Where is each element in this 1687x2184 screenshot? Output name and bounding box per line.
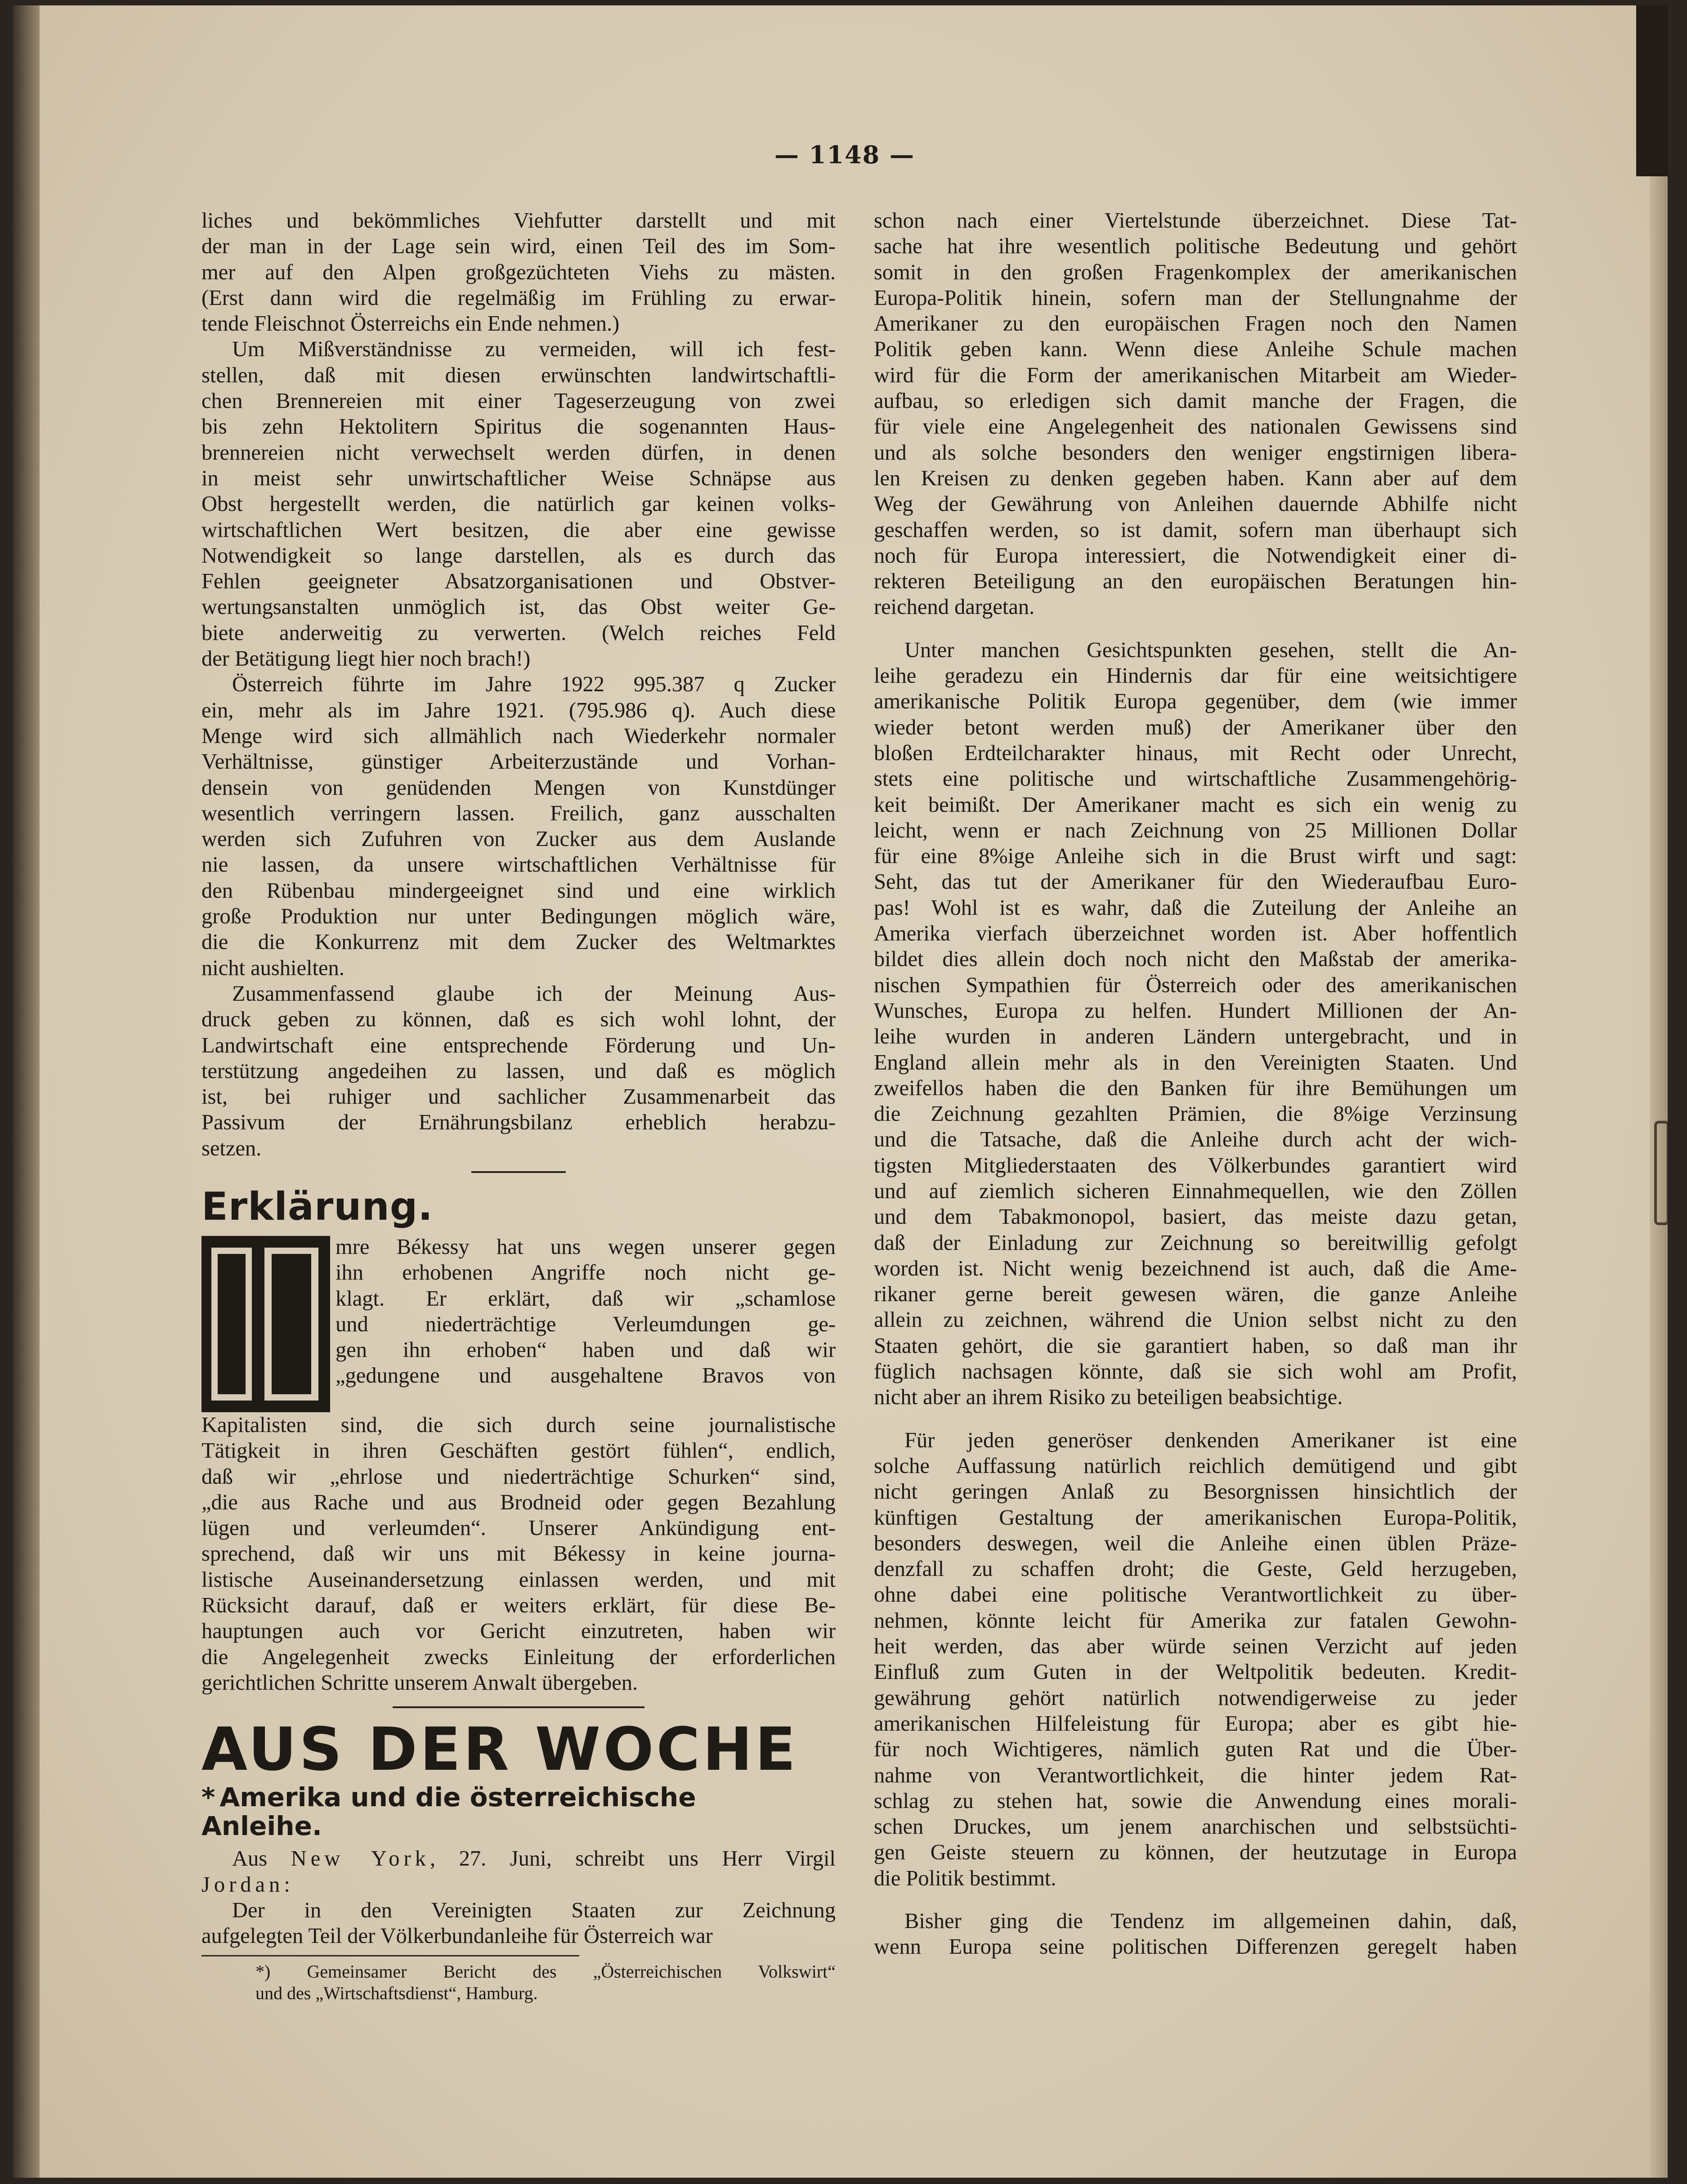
text-line: Landwirtschaft eine entsprechende Förderung und Un- <box>201 1033 836 1057</box>
footnote-line: und des „Wirtschaftsdienst“, Hamburg. <box>255 1983 538 2004</box>
text-line: Für jeden generöser denkenden Amerikaner ist eine <box>904 1428 1517 1452</box>
author-name: Jordan <box>201 1872 284 1897</box>
text-line: wertungsanstalten unmöglich ist, das Obst weiter Ge- <box>201 595 836 619</box>
text-line: die Politik bestimmt. <box>874 1866 1056 1890</box>
text-line: Amerika vierfach überzeichnet worden ist. Aber hoffentlich <box>874 922 1517 946</box>
text-line: und niederträchtige Verleumdungen ge- <box>336 1312 836 1336</box>
text-line: ist, bei ruhiger und sachlicher Zusammenarbeit das <box>201 1085 836 1109</box>
paragraph-generoeser <box>874 1428 1517 1891</box>
text-line: rikaner gerne bereit gewesen wären, die ganze Anleihe <box>874 1282 1517 1307</box>
text-line: gen ihn erhoben“ haben und daß wir <box>336 1338 836 1362</box>
binding-edge <box>13 5 40 2178</box>
byline <box>201 1846 836 1871</box>
text-line: solche Auffassung natürlich reichlich demütigend und gibt <box>874 1454 1517 1478</box>
text-line: nicht aushielten. <box>201 956 345 980</box>
text-line: allein zu zeichnen, während die Union selbst nicht zu den <box>874 1308 1517 1332</box>
text-line: somit in den großen Fragenkomplex der amerikanischen <box>874 260 1517 284</box>
page-edge <box>1650 5 1668 2178</box>
text-line: füglich nachsagen könnte, daß sie sich wohl am Profit, <box>874 1360 1517 1384</box>
text-line: nischen Sympathien für Österreich oder des amerikanischen <box>874 973 1517 997</box>
newspaper-page <box>13 5 1668 2178</box>
text-line: Einfluß zum Guten in der Weltpolitik bedeuten. Kredit- <box>874 1660 1517 1684</box>
staple-mark <box>1654 1121 1668 1225</box>
text-line: schen Druckes, um jenem anarchischen und selbstsüchti- <box>874 1815 1517 1839</box>
text-line: Zusammenfassend glaube ich der Meinung Aus- <box>232 981 836 1006</box>
text-line: geschaffen werden, so ist damit, sofern man überhaupt sich <box>874 518 1517 542</box>
text-line: terstützung angedeihen zu lassen, und daß es möglich <box>201 1059 836 1083</box>
text-line: Obst hergestellt werden, die natürlich gar keinen volks- <box>201 492 836 516</box>
text-line: und als solche besonders den weniger engstirnigen libera- <box>874 440 1517 465</box>
text-line: Fehlen geeigneter Absatzorganisationen und Obstver- <box>201 569 836 594</box>
text-line: wirtschaftlichen Wert besitzen, die aber eine gewisse <box>201 518 836 542</box>
article-subheading <box>201 1783 836 1840</box>
text-line: len Kreisen zu denken gegeben haben. Kann aber auf dem <box>874 466 1517 490</box>
text-line: noch für Europa interessiert, die Notwendigkeit einer di- <box>874 543 1517 568</box>
paragraph-zusammenfassend <box>201 981 836 1161</box>
text-line: wieder betont werden muß) der Amerikaner über den <box>874 715 1517 739</box>
footnote-line: *) Gemeinsamer Bericht des „Österreichischen Volkswirt“ <box>255 1961 836 1982</box>
text-line: wesentlich verringern lassen. Freilich, ganz ausschalten <box>201 801 836 825</box>
text-line: bildet dies allein doch noch nicht den Maßstab der amerika- <box>874 947 1517 971</box>
text-line: setzen. <box>201 1136 262 1160</box>
text-line: schon nach einer Viertelstunde überzeichnet. Diese Tat- <box>874 209 1517 233</box>
text-line: gen Geiste steuern zu können, der heutzutage in Europa <box>874 1840 1517 1865</box>
text-line: wenn Europa seine politischen Differenzen geregelt haben <box>874 1935 1517 1959</box>
paragraph-zucker <box>201 671 836 981</box>
text-line: stets eine politische und wirtschaftliche Zusammengehörig- <box>874 767 1517 791</box>
text-line: Rücksicht darauf, daß er weiters erklärt, für diese Be- <box>201 1593 836 1618</box>
text-line: nie lassen, da unsere wirtschaftlichen Verhältnisse für <box>201 853 836 877</box>
text-line: und auf ziemlich sicheren Einnahmequellen, wie den Zöllen <box>874 1179 1517 1203</box>
text-line: pas! Wohl ist es wahr, daß die Zuteilung der Anleihe an <box>874 895 1517 920</box>
text-line: große Produktion nur unter Bedingungen möglich wäre, <box>201 904 836 929</box>
subheading-line: Amerika und die österreichische <box>219 1782 696 1813</box>
text-line: aufbau, so erledigen sich damit manche der Fragen, die <box>874 389 1517 413</box>
text-line: tende Fleischnot Österreichs ein Ende nehmen.) <box>201 312 620 336</box>
text-line: bis zehn Hektolitern Spiritus die sogenannten Haus- <box>201 415 836 439</box>
text-line: wird für die Form der amerikanischen Mitarbeit am Wieder- <box>874 363 1517 387</box>
text-line: lügen und verleumden“. Unserer Ankündigung ent- <box>201 1516 836 1540</box>
text-line: der Betätigung liegt hier noch brach!) <box>201 647 531 671</box>
text-line: amerikanische Politik Europa gegenüber, dem (wie immer <box>874 689 1517 714</box>
text-line: liches und bekömmliches Viehfutter darstellt und mit <box>201 209 836 233</box>
text-line: Passivum der Ernährungsbilanz erheblich herabzu- <box>201 1110 836 1135</box>
text-line: werden sich Zufuhren von Zucker aus dem Auslande <box>201 827 836 851</box>
text-line: heit werden, das aber würde seinen Verzicht auf jeden <box>874 1634 1517 1659</box>
text-line: worden ist. Nicht wenig bezeichnend ist auch, daß die Ame- <box>874 1256 1517 1280</box>
byline-text: , 27. Juni, schreibt uns Herr Virgil <box>430 1847 836 1871</box>
text-line: sprechend, daß wir uns mit Békessy in keine journa- <box>201 1542 836 1566</box>
text-line: hauptungen auch vor Gericht einzutreten, haben wir <box>201 1619 836 1643</box>
text-line: Bisher ging die Tendenz im allgemeinen dahin, daß, <box>904 1909 1517 1933</box>
asterisk-mark: * <box>201 1782 215 1813</box>
text-line: nicht geringen Anlaß zu Besorgnissen hinsichtlich der <box>874 1480 1517 1504</box>
text-line: druck geben zu können, daß es sich wohl lohnt, der <box>201 1007 836 1032</box>
subheading-line: Anleihe. <box>201 1811 322 1842</box>
text-line: Kapitalisten sind, die sich durch seine journalistische <box>201 1413 836 1437</box>
text-line: aufgelegten Teil der Völkerbundanleihe für Österreich war <box>201 1924 713 1948</box>
text-line: amerikanischen Hilfeleistung für Europa; aber es gibt hie- <box>874 1711 1517 1736</box>
text-line: die die Konkurrenz mit dem Zucker des Weltmarktes <box>201 930 836 954</box>
byline-city: New York <box>291 1847 430 1871</box>
text-line: denzfall zu schaffen droht; die Geste, Geld herzugeben, <box>874 1557 1517 1581</box>
text-line: listische Auseinandersetzung einlassen werden, und mit <box>201 1567 836 1592</box>
dropcap-letter-i <box>201 1236 330 1412</box>
intro-paragraph <box>201 208 836 336</box>
text-line: leihe geradezu ein Hindernis dar für eine weitsichtigere <box>874 664 1517 688</box>
text-line: Tätigkeit in ihren Geschäften gestört fühlen“, endlich, <box>201 1439 836 1463</box>
text-line: die Zeichnung gezahlten Prämien, die 8%ige Verzinsung <box>874 1102 1517 1126</box>
text-line: für viele eine Angelegenheit des nationalen Gewissens sind <box>874 415 1517 439</box>
text-line: Notwendigkeit so lange darstellen, als es durch das <box>201 543 836 568</box>
text-line: (Erst dann wird die regelmäßig im Frühling zu erwar- <box>201 286 836 310</box>
text-line: für eine 8%ige Anleihe sich in die Brust wirft und sagt: <box>874 844 1517 868</box>
erklaerung-paragraph <box>201 1234 836 1696</box>
text-line: Wunsches, Europa zu helfen. Hundert Millionen der An- <box>874 998 1517 1023</box>
left-column <box>201 208 836 2004</box>
text-line: der man in der Lage sein wird, einen Teil des im Som- <box>201 234 836 259</box>
paragraph-missverstaendnisse <box>201 336 836 671</box>
text-line: leihe wurden in anderen Ländern untergebracht, und in <box>874 1025 1517 1049</box>
page-number: — 1148 — <box>774 140 915 169</box>
text-line: ohne dabei eine politische Verantwortlichkeit zu über- <box>874 1583 1517 1607</box>
text-line: mer auf den Alpen großgezüchteten Viehs zu mästen. <box>201 260 836 284</box>
text-line: chen Brennereien mit einer Tageserzeugung von zwei <box>201 389 836 413</box>
text-line: nehmen, könnte leicht für Amerika zur fatalen Gewohn- <box>874 1608 1517 1633</box>
text-line: Seht, das tut der Amerikaner für den Wiederaufbau Euro- <box>874 870 1517 894</box>
text-line: keit beimißt. Der Amerikaner macht es sich ein wenig zu <box>874 792 1517 817</box>
text-line: nahme von Verantwortlichkeit, die hinter jedem Rat- <box>874 1763 1517 1787</box>
text-line: mre Békessy hat uns wegen unserer gegen <box>336 1235 836 1259</box>
text-line: Politik geben kann. Wenn diese Anleihe Schule machen <box>874 337 1517 362</box>
text-line: daß der Einladung zur Zeichnung so bereitwillig gefolgt <box>874 1231 1517 1255</box>
text-line: Verhältnisse, günstiger Arbeiterzustände und Vorhan- <box>201 750 836 774</box>
text-line: ein, mehr als im Jahre 1921. (795.986 q). Auch diese <box>201 698 836 722</box>
footnote <box>201 1961 836 2004</box>
text-line: und dem Tabakmonopol, basiert, das meiste dazu getan, <box>874 1205 1517 1229</box>
text-line: biete anderweitig zu verwerten. (Welch reiches Feld <box>201 621 836 645</box>
page-corner <box>1636 5 1668 176</box>
text-line: den Rübenbau mindergeeignet sind und eine wirklich <box>201 878 836 903</box>
text-line: klagt. Er erklärt, daß wir „schamlose <box>336 1286 836 1311</box>
section-divider <box>393 1706 644 1708</box>
aus-der-woche-heading: AUS DER WOCHE <box>201 1715 798 1785</box>
text-line: für noch Wichtigeres, nämlich guten Rat und die Über- <box>874 1737 1517 1762</box>
text-line: densein von genüdenden Mengen von Kunstdünger <box>201 775 836 800</box>
paragraph-bisher <box>874 1908 1517 1960</box>
text-line: nicht aber an ihrem Risiko zu beteiligen beabsichtige. <box>874 1385 1343 1410</box>
text-line: daß wir „ehrlose und niederträchtige Schurken“ sind, <box>201 1464 836 1489</box>
text-line: Staaten gehört, die sie garantiert haben, so daß man ihr <box>874 1334 1517 1358</box>
text-line: „die aus Rache und aus Brodneid oder gegen Bezahlung <box>201 1490 836 1514</box>
byline-colon: : <box>284 1872 290 1897</box>
text-line: besonders deswegen, weil die Anleihe einen üblen Präze- <box>874 1531 1517 1555</box>
text-line: brennereien nicht verwechselt werden dürfen, in denen <box>201 440 836 465</box>
footnote-rule <box>201 1955 579 1956</box>
text-line: und die Tatsache, daß die Anleihe durch acht der wich- <box>874 1128 1517 1152</box>
text-line: leicht, wenn er nach Zeichnung von 25 Millionen Dollar <box>874 818 1517 842</box>
text-line: schlag zu stehen hat, sowie die Anwendung eines morali- <box>874 1789 1517 1813</box>
text-line: Europa-Politik hinein, sofern man der Stellungnahme der <box>874 286 1517 310</box>
text-line: die Angelegenheit zwecks Einleitung der erforderlichen <box>201 1645 836 1669</box>
paragraph-viertelstunde <box>874 208 1517 620</box>
erklaerung-heading: Erklärung. <box>201 1184 433 1229</box>
byline-word: Aus <box>232 1847 268 1871</box>
text-line: tigsten Mitgliederstaaten des Völkerbundes garantiert wird <box>874 1153 1517 1177</box>
paragraph-gesichtspunkten <box>874 637 1517 1410</box>
text-line: reichend dargetan. <box>874 595 1035 619</box>
text-line: ihn erhobenen Angriffe noch nicht ge- <box>336 1261 836 1285</box>
text-line: Österreich führte im Jahre 1922 995.387 q Zucker <box>232 672 836 697</box>
text-line: künftigen Gestaltung der amerikanischen Europa-Politik, <box>874 1505 1517 1530</box>
text-line: Weg der Gewährung von Anleihen dauernde Abhilfe nicht <box>874 492 1517 516</box>
text-line: bloßen Erdteilcharakter hinaus, mit Recht oder Unrecht, <box>874 741 1517 765</box>
text-line: England allein mehr als in den Vereinigten Staaten. Und <box>874 1050 1517 1074</box>
text-line: gewährung gehört natürlich notwendigerweise zu jeder <box>874 1686 1517 1710</box>
text-line: Um Mißverständnisse zu vermeiden, will ich fest- <box>232 337 836 362</box>
text-line: in meist sehr unwirtschaftlicher Weise Schnäpse aus <box>201 466 836 490</box>
right-column <box>874 208 1517 1960</box>
text-line: „gedungene und ausgehaltene Bravos von <box>336 1364 836 1388</box>
text-line: stellen, daß mit diesen erwünschten landwirtschaftli- <box>201 363 836 387</box>
text-line: Der in den Vereinigten Staaten zur Zeichnung <box>232 1898 836 1922</box>
section-divider <box>471 1171 566 1173</box>
text-line: Unter manchen Gesichtspunkten gesehen, stellt die An- <box>904 638 1517 662</box>
text-line: zweifellos haben die den Banken für ihre Bemühungen um <box>874 1076 1517 1100</box>
text-line: rekteren Beteiligung an den europäischen Beratungen hin- <box>874 569 1517 594</box>
text-line: Menge wird sich allmählich nach Wiederkehr normaler <box>201 724 836 748</box>
byline-author <box>201 1872 836 1898</box>
text-line: sache hat ihre wesentlich politische Bedeutung und gehört <box>874 234 1517 259</box>
text-line: Amerikaner zu den europäischen Fragen noch den Namen <box>874 312 1517 336</box>
text-line: gerichtlichen Schritte unserem Anwalt übergeben. <box>201 1670 638 1695</box>
